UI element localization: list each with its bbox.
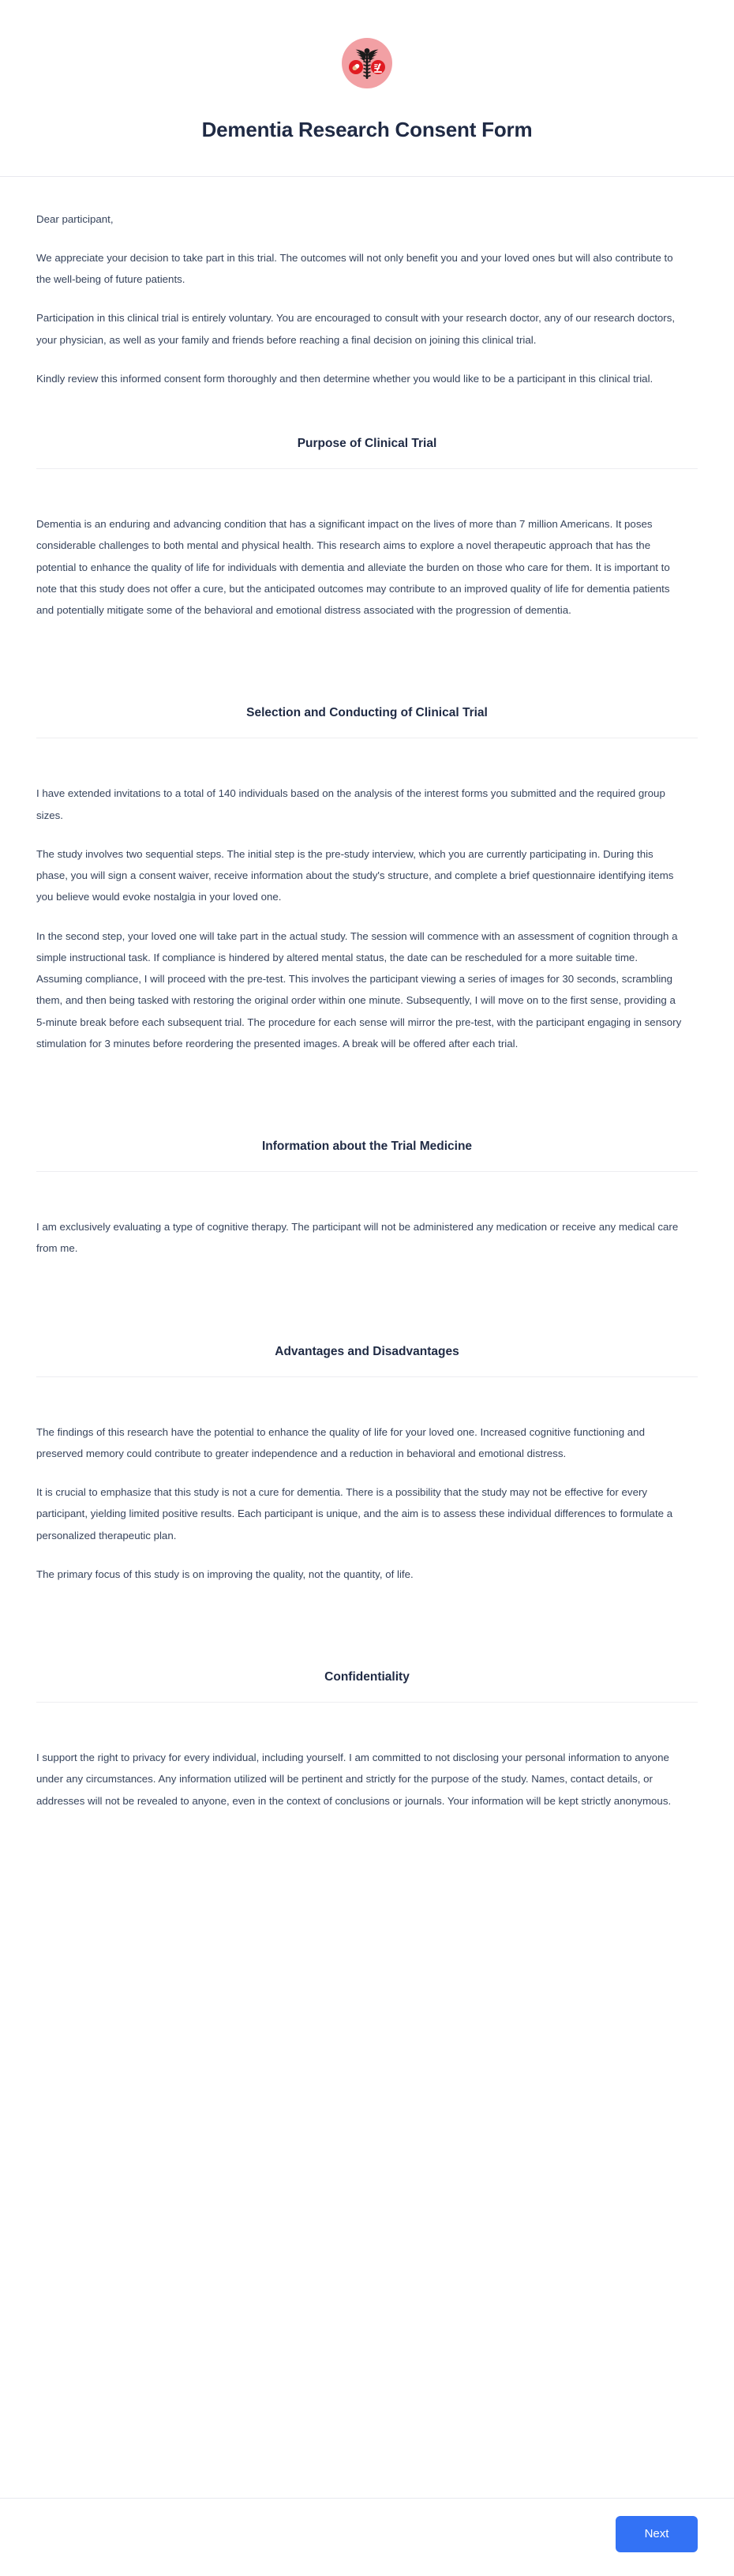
section-confidentiality <box>36 1629 698 1856</box>
section-heading: Advantages and Disadvantages <box>275 1344 459 1358</box>
section-advantages-and-disadvantages <box>36 1304 698 1630</box>
section-paragraph: Dementia is an enduring and advancing condition that has a significant impact on the lives of more than 7 million Americans. It poses considerable challenges to both mental and physical health. This research aims to explore a novel therapeutic approach that has the potential to enhance the quality of life for individuals with dementia and alleviate the burden on those who care for them. It is important to note that this study does not offer a cure, but the anticipated outcomes may contribute to an improved quality of life for dementia patients and potentially mitigate some of the behavioral and emotional distress associated with the progression of dementia. <box>36 518 670 616</box>
section-paragraph: In the second step, your loved one will take part in the actual study. The session will commence with an assessment of cognition through a simple instructional task. If compliance is hindered by altered mental status, the date can be rescheduled for a more suitable time. Assuming compliance, I will proceed with the pre-test. This involves the participant viewing a series of images for 30 seconds, scrambling them, and then being tasked with restoring the original order within one minute. Subsequently, I will move on to the first sense, providing a 5-minute break before each subsequent trial. The procedure for each sense will mirror the pre-test, with the participant engaging in sensory stimulation for 3 minutes before reordering the presented images. A break will be offered after each trial. <box>36 929 682 1050</box>
section-paragraph: I have extended invitations to a total of 140 individuals based on the analysis of the interest forms you submitted and the required group sizes. <box>36 787 665 821</box>
section-purpose-of-clinical-trial <box>36 396 698 665</box>
section-paragraph: The findings of this research have the potential to enhance the quality of life for your loved one. Increased cognitive functioning and preserved memory could contribute to greater independence and a reduction in behavioral and emotional distress. <box>36 1425 645 1459</box>
page-title: Dementia Research Consent Form <box>201 118 533 141</box>
intro-block <box>36 177 698 396</box>
intro-paragraph: Participation in this clinical trial is entirely voluntary. You are encouraged to consult with your research doctor, any of our research doctors, your physician, as well as your family and friends before reaching a final decision on joining this clinical trial. <box>36 312 676 346</box>
section-selection-and-conducting-of-clinical-trial <box>36 665 698 1098</box>
section-paragraph: The primary focus of this study is on improving the quality, not the quantity, of life. <box>36 1568 414 1580</box>
section-body <box>36 469 698 665</box>
section-paragraph: The study involves two sequential steps. The initial step is the pre-study interview, which you are currently participating in. During this phase, you will sign a consent waiver, receive information about the study's structure, and complete a brief questionnaire identifying items you believe would evoke nostalgia in your loved one. <box>36 847 674 903</box>
section-information-about-the-trial-medicine <box>36 1098 698 1304</box>
next-button[interactable]: Next <box>616 2516 698 2552</box>
section-heading: Selection and Conducting of Clinical Trial <box>246 706 488 720</box>
intro-paragraph: Kindly review this informed consent form thoroughly and then determine whether you would like to be a participant in this clinical trial. <box>36 372 653 385</box>
section-heading: Purpose of Clinical Trial <box>297 437 437 450</box>
section-body <box>36 1377 698 1630</box>
form-footer <box>0 2498 734 2576</box>
section-paragraph: I am exclusively evaluating a type of cognitive therapy. The participant will not be administered any medication or receive any medical care from me. <box>36 1221 679 1255</box>
intro-paragraph: We appreciate your decision to take part in this trial. The outcomes will not only benefit you and your loved ones but will also contribute to the well-being of future patients. <box>36 251 673 285</box>
form-content <box>0 177 734 2499</box>
section-body <box>36 1703 698 1856</box>
section-paragraph: I support the right to privacy for every individual, including yourself. I am committed to not disclosing your personal information to anyone under any circumstances. Any information utilized will be pertinent and strictly for the purpose of the study. Names, contact details, or addresses will not be revealed to anyone, even in the context of conclusions or journals. Your information will be kept strictly anonymous. <box>36 1752 672 1807</box>
section-paragraph: It is crucial to emphasize that this study is not a cure for dementia. There is a possibility that the study may not be effective for every participant, yielding limited positive results. Each participant is unique, and the aim is to assess these individual differences to formulate a personalized therapeutic plan. <box>36 1486 673 1541</box>
caduceus-medical-logo-icon <box>342 38 392 88</box>
section-heading: Confidentiality <box>324 1670 410 1684</box>
section-heading: Information about the Trial Medicine <box>261 1140 473 1153</box>
section-body <box>36 738 698 1098</box>
section-body <box>36 1172 698 1304</box>
page-header <box>0 0 734 177</box>
intro-paragraph: Dear participant, <box>36 212 114 225</box>
